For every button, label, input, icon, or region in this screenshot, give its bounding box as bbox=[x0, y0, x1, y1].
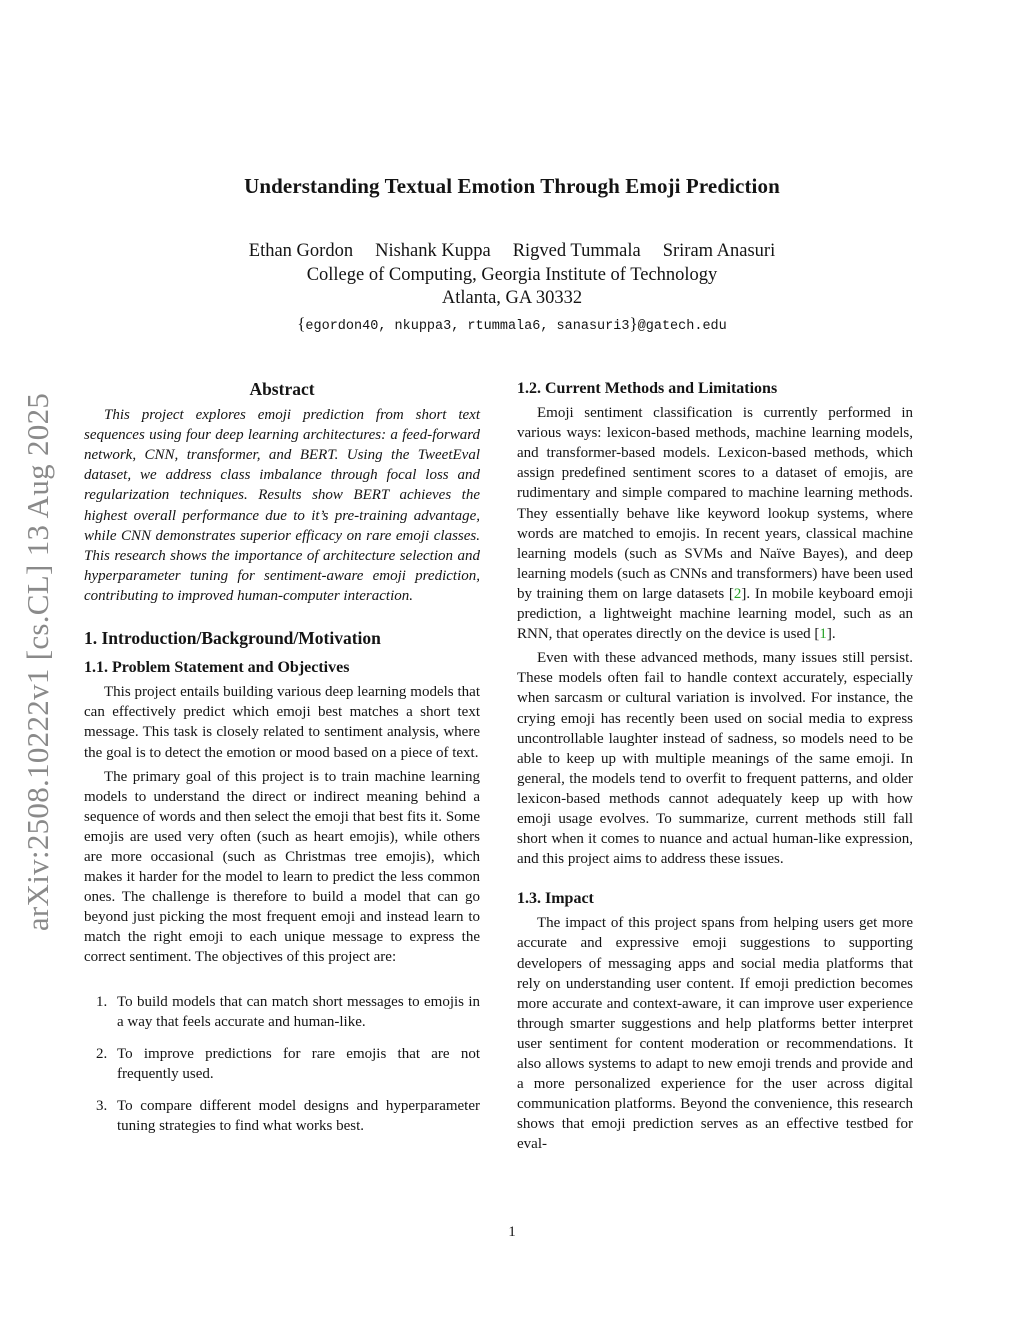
left-column bbox=[84, 379, 480, 1148]
author-name: Rigved Tummala bbox=[512, 241, 641, 261]
email-handles: egordon40, nkuppa3, rtummala6, sanasuri3 bbox=[305, 319, 630, 334]
abstract bbox=[84, 405, 480, 606]
list-item bbox=[84, 1044, 480, 1084]
list-item-number: 1. bbox=[96, 993, 108, 1010]
subsection-heading-impact: 1.3. Impact bbox=[517, 890, 594, 908]
subsection-heading-problem-statement: 1.1. Problem Statement and Objectives bbox=[84, 659, 350, 677]
author-block bbox=[0, 240, 1024, 311]
list-item bbox=[84, 992, 480, 1032]
list-item-text: To build models that can match short messages to emojis in a way that feels accurate and human-like. bbox=[117, 993, 480, 1030]
email-close-brace: } bbox=[629, 314, 638, 333]
affiliation: College of Computing, Georgia Institute of Technology bbox=[306, 264, 718, 285]
section-heading-introduction: 1. Introduction/Background/Motivation bbox=[84, 628, 381, 649]
citation-link[interactable]: 2 bbox=[733, 585, 742, 602]
paragraph: The impact of this project spans from helping users get more accurate and expressive emoji suggestions to supporting developers of messaging apps and social media platforms that rely on understanding user content. If emoji prediction becomes more accurate and context-aware, it can improve user experience through smarter suggestions and help platforms better interpret user sentiment for content moderation or recommendations. It also allows systems to adapt to new emoji trends and provide and a more personalized experience for the user across digital communication platforms. Beyond the convenience, this research shows that emoji prediction serves as an effective testbed for eval- bbox=[517, 915, 913, 1153]
email-domain: @gatech.edu bbox=[637, 319, 727, 334]
right-column bbox=[517, 379, 913, 1154]
list-item-number: 2. bbox=[96, 1045, 108, 1062]
paragraph bbox=[517, 403, 913, 644]
paragraph-text: ]. bbox=[826, 626, 836, 643]
paragraph-text: Emoji sentiment classification is currently performed in various ways: lexicon-based methods, machine learning models, and transformer-based models. Lexicon-based methods, which assign predefined sentiment scores to a dataset of emojis, are rudimentary and simple compared to machine learning methods. They essentially behave like keyword lookup systems, where words are matched to emojis. In recent years, classical machine learning models (such as SVMs and Naïve Bayes), and deep learning models (such as CNNs and transformers) have been used by training them on large datasets [ bbox=[517, 405, 913, 602]
paragraph-text: ]. In mobile keyboard emoji prediction, a lightweight machine learning model, such as an RNN, that operates directly on the device is used [ bbox=[517, 585, 913, 643]
author-names bbox=[0, 240, 1024, 264]
paragraph: This project entails building various deep learning models that can effectively predict which emoji best matches a short text message. This task is closely related to sentiment analysis, where the goal is to detect the emotion or mood based on a piece of text. bbox=[84, 684, 480, 761]
objectives-list bbox=[84, 992, 480, 1137]
list-item bbox=[84, 1096, 480, 1136]
abstract-text: This project explores emoji prediction from short text sequences using four deep learning architectures: a feed-forward network, CNN, transformer, and BERT. Using the TweetEval dataset, we address class imbalance through focal loss and regularization techniques. Results show BERT achieves the highest overall performance due to it’s pre-training advantage, while CNN demonstrates superior efficacy on rare emoji classes. This research shows the importance of architecture selection and hyperparameter tuning for sentiment-aware emoji prediction, contributing to improved human-computer interaction. bbox=[84, 407, 480, 604]
author-emails bbox=[0, 314, 1024, 334]
author-name: Nishank Kuppa bbox=[375, 241, 491, 261]
citation-link[interactable]: 1 bbox=[819, 626, 827, 643]
list-item-text: To compare different model designs and hyperparameter tuning strategies to find what works best. bbox=[117, 1097, 480, 1134]
paragraph: The primary goal of this project is to train machine learning models to understand the direct or indirect meaning behind a sequence of words and then select the emoji that best fits it. Some emojis are used very often (such as heart emojis), while others are more occasional (such as Christmas tree emojis), which makes it harder for the model to learn to predict the less common ones. The challenge is therefore to build a model that can go beyond just picking the most frequent emoji and instead learn to match the right emoji to each unique message to express the correct sentiment. The objectives of this project are: bbox=[84, 768, 480, 966]
list-item-number: 3. bbox=[96, 1097, 108, 1114]
location: Atlanta, GA 30332 bbox=[441, 288, 583, 308]
author-name: Ethan Gordon bbox=[248, 241, 354, 261]
arxiv-identifier: arXiv:2508.10222v1 [cs.CL] 13 Aug 2025 bbox=[20, 392, 55, 932]
paragraph: Even with these advanced methods, many issues still persist. These models often fail to handle context accurately, especially when sarcasm or cultural variation is involved. For instance, the crying emoji has recently been used on social media to express uncontrollable laughter instead of sadness, so models need to be able to keep up with multiple meanings of the same emoji. In general, the models tend to overfit to frequent patterns, and older lexicon-based methods cannot adequately keep up with how emoji usage evolves. To summarize, current methods still fall short when it comes to nuance and actual human-like expression, and this project aims to address these issues. bbox=[517, 650, 913, 868]
author-name: Sriram Anasuri bbox=[662, 241, 776, 261]
email-open-brace: { bbox=[297, 314, 306, 333]
page-number: 1 bbox=[508, 1224, 516, 1240]
list-item-text: To improve predictions for rare emojis that are not frequently used. bbox=[117, 1045, 480, 1082]
subsection-heading-current-methods: 1.2. Current Methods and Limitations bbox=[517, 380, 778, 397]
paper-title: Understanding Textual Emotion Through Emoji Prediction bbox=[244, 174, 780, 198]
abstract-heading: Abstract bbox=[249, 379, 315, 399]
